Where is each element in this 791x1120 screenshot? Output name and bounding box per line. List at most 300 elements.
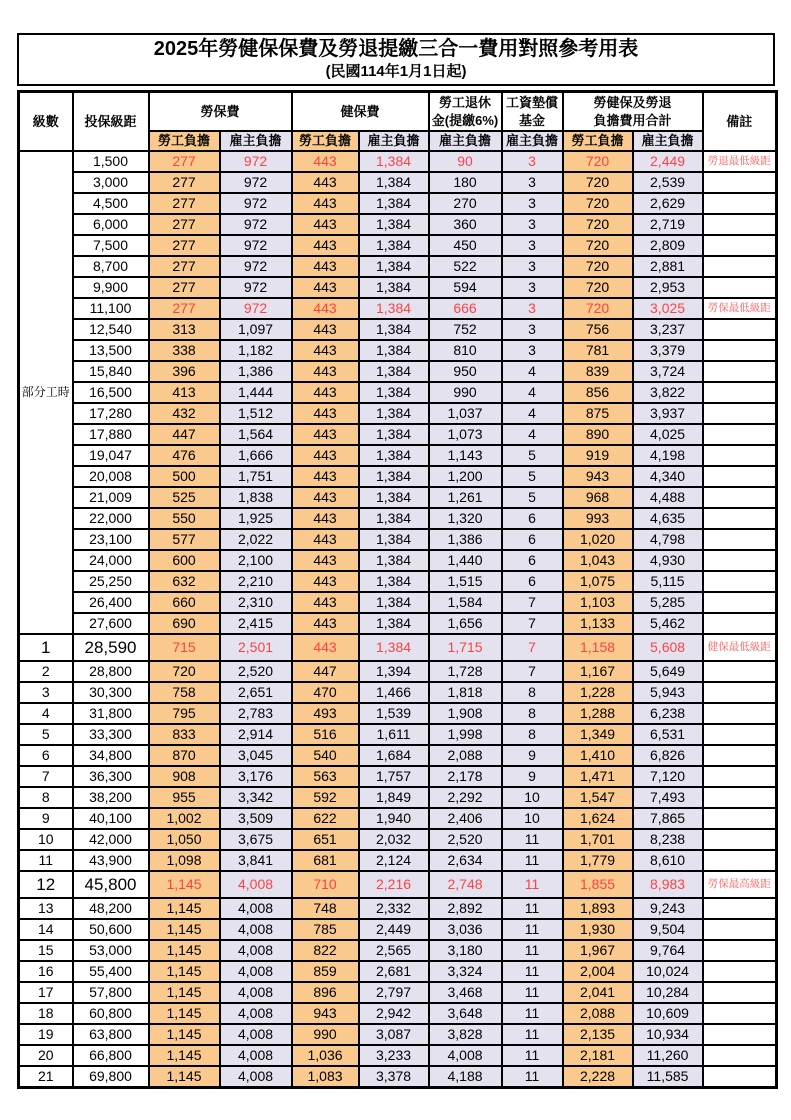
cell-health-employer: 1,384 (359, 403, 429, 424)
cell-note (703, 592, 777, 613)
table-row (19, 766, 777, 787)
cell-labor-employee: 277 (149, 151, 220, 172)
cell-pension-employer: 3,468 (429, 982, 502, 1003)
cell-health-employer: 2,681 (359, 961, 429, 982)
cell-bracket: 50,600 (73, 919, 149, 940)
cell-fund-employer: 6 (502, 571, 563, 592)
subheader-health-employee: 勞工負擔 (292, 131, 359, 151)
cell-bracket: 34,800 (73, 745, 149, 766)
cell-pension-employer: 1,728 (429, 661, 502, 682)
cell-total-employee: 856 (563, 382, 633, 403)
subheader-labor-employee: 勞工負擔 (149, 131, 220, 151)
cell-bracket: 9,900 (73, 277, 149, 298)
cell-total-employer: 10,024 (633, 961, 703, 982)
cell-total-employer: 3,724 (633, 361, 703, 382)
table-row (19, 808, 777, 829)
cell-bracket: 1,500 (73, 151, 149, 172)
col-header-pension: 勞工退休 金(提繳6%) (429, 92, 502, 132)
cell-labor-employer: 4,008 (220, 982, 292, 1003)
cell-total-employer: 5,462 (633, 613, 703, 634)
cell-level: 17 (19, 982, 73, 1003)
cell-fund-employer: 10 (502, 808, 563, 829)
cell-bracket: 27,600 (73, 613, 149, 634)
cell-total-employer: 3,937 (633, 403, 703, 424)
cell-total-employee: 720 (563, 214, 633, 235)
cell-fund-employer: 4 (502, 424, 563, 445)
table-row (19, 961, 777, 982)
cell-note (703, 256, 777, 277)
cell-bracket: 23,100 (73, 529, 149, 550)
cell-labor-employer: 3,675 (220, 829, 292, 850)
cell-total-employee: 1,471 (563, 766, 633, 787)
cell-total-employee: 1,158 (563, 634, 633, 661)
cell-level: 12 (19, 871, 73, 898)
cell-labor-employee: 1,145 (149, 1066, 220, 1088)
cell-bracket: 3,000 (73, 172, 149, 193)
table-row (19, 661, 777, 682)
cell-health-employer: 2,032 (359, 829, 429, 850)
cell-fund-employer: 4 (502, 403, 563, 424)
cell-health-employer: 1,384 (359, 550, 429, 571)
cell-health-employee: 447 (292, 661, 359, 682)
cell-note (703, 319, 777, 340)
table-row (19, 403, 777, 424)
cell-bracket: 28,590 (73, 634, 149, 661)
table-row (19, 871, 777, 898)
cell-labor-employer: 972 (220, 277, 292, 298)
cell-total-employee: 1,167 (563, 661, 633, 682)
subheader-total-employee: 勞工負擔 (563, 131, 633, 151)
cell-level: 4 (19, 703, 73, 724)
cell-note (703, 361, 777, 382)
cell-labor-employee: 600 (149, 550, 220, 571)
cell-bracket: 4,500 (73, 193, 149, 214)
table-row (19, 319, 777, 340)
cell-total-employer: 3,025 (633, 298, 703, 319)
cell-fund-employer: 11 (502, 982, 563, 1003)
table-row (19, 571, 777, 592)
cell-total-employee: 890 (563, 424, 633, 445)
cell-total-employee: 720 (563, 193, 633, 214)
table-row (19, 634, 777, 661)
table-row (19, 703, 777, 724)
cell-labor-employee: 277 (149, 172, 220, 193)
table-row (19, 613, 777, 634)
table-body (19, 151, 777, 1088)
table-row (19, 466, 777, 487)
cell-health-employer: 1,384 (359, 172, 429, 193)
cell-total-employee: 1,075 (563, 571, 633, 592)
cell-health-employee: 443 (292, 235, 359, 256)
cell-health-employee: 651 (292, 829, 359, 850)
cell-labor-employee: 277 (149, 256, 220, 277)
cell-note (703, 613, 777, 634)
table-row (19, 1003, 777, 1024)
cell-fund-employer: 10 (502, 787, 563, 808)
cell-labor-employee: 908 (149, 766, 220, 787)
cell-bracket: 57,800 (73, 982, 149, 1003)
cell-pension-employer: 1,584 (429, 592, 502, 613)
cell-total-employee: 1,967 (563, 940, 633, 961)
cell-level: 3 (19, 682, 73, 703)
cell-bracket: 40,100 (73, 808, 149, 829)
cell-total-employer: 4,930 (633, 550, 703, 571)
cell-health-employer: 1,940 (359, 808, 429, 829)
cell-note (703, 940, 777, 961)
cell-health-employer: 1,466 (359, 682, 429, 703)
cell-total-employee: 1,547 (563, 787, 633, 808)
cell-labor-employer: 972 (220, 214, 292, 235)
document-sheet (17, 33, 775, 1089)
table-row (19, 787, 777, 808)
cell-note (703, 277, 777, 298)
cell-total-employer: 10,609 (633, 1003, 703, 1024)
cell-pension-employer: 950 (429, 361, 502, 382)
table-row (19, 487, 777, 508)
cell-bracket: 17,280 (73, 403, 149, 424)
cell-health-employee: 1,083 (292, 1066, 359, 1088)
cell-labor-employee: 690 (149, 613, 220, 634)
cell-health-employee: 859 (292, 961, 359, 982)
cell-health-employer: 2,942 (359, 1003, 429, 1024)
part-time-label: 部分工時 (19, 151, 73, 634)
cell-total-employer: 11,585 (633, 1066, 703, 1088)
cell-note (703, 787, 777, 808)
cell-health-employee: 563 (292, 766, 359, 787)
cell-health-employee: 470 (292, 682, 359, 703)
table-row (19, 382, 777, 403)
table-row (19, 361, 777, 382)
cell-bracket: 15,840 (73, 361, 149, 382)
cell-labor-employer: 2,022 (220, 529, 292, 550)
cell-labor-employee: 277 (149, 298, 220, 319)
cell-labor-employer: 972 (220, 172, 292, 193)
cell-pension-employer: 2,406 (429, 808, 502, 829)
cell-labor-employee: 432 (149, 403, 220, 424)
cell-total-employer: 7,865 (633, 808, 703, 829)
cell-fund-employer: 9 (502, 745, 563, 766)
cell-labor-employee: 1,145 (149, 1024, 220, 1045)
cell-pension-employer: 1,320 (429, 508, 502, 529)
subheader-fund-employer: 雇主負擔 (502, 131, 563, 151)
cell-pension-employer: 1,037 (429, 403, 502, 424)
cell-health-employee: 443 (292, 172, 359, 193)
cell-health-employer: 1,384 (359, 592, 429, 613)
cell-bracket: 53,000 (73, 940, 149, 961)
cell-pension-employer: 1,261 (429, 487, 502, 508)
cell-bracket: 31,800 (73, 703, 149, 724)
cell-labor-employer: 972 (220, 235, 292, 256)
cell-fund-employer: 3 (502, 235, 563, 256)
cell-fund-employer: 11 (502, 961, 563, 982)
cell-labor-employee: 277 (149, 277, 220, 298)
cell-pension-employer: 2,088 (429, 745, 502, 766)
cell-total-employer: 9,504 (633, 919, 703, 940)
cell-total-employee: 2,228 (563, 1066, 633, 1088)
cell-health-employer: 1,384 (359, 508, 429, 529)
cell-total-employee: 993 (563, 508, 633, 529)
cell-health-employer: 1,384 (359, 466, 429, 487)
cell-fund-employer: 11 (502, 919, 563, 940)
table-row (19, 340, 777, 361)
cell-total-employee: 2,088 (563, 1003, 633, 1024)
cell-total-employer: 3,822 (633, 382, 703, 403)
cell-total-employee: 756 (563, 319, 633, 340)
cell-pension-employer: 1,656 (429, 613, 502, 634)
cell-total-employer: 9,764 (633, 940, 703, 961)
cell-labor-employee: 1,050 (149, 829, 220, 850)
cell-bracket: 33,300 (73, 724, 149, 745)
cell-labor-employer: 1,097 (220, 319, 292, 340)
table-row (19, 1045, 777, 1066)
cell-labor-employer: 4,008 (220, 871, 292, 898)
cell-labor-employer: 4,008 (220, 940, 292, 961)
cell-note (703, 487, 777, 508)
cell-total-employer: 2,953 (633, 277, 703, 298)
cell-note: 健保最低級距 (703, 634, 777, 661)
cell-pension-employer: 1,998 (429, 724, 502, 745)
cell-fund-employer: 11 (502, 1045, 563, 1066)
table-row (19, 829, 777, 850)
cell-health-employer: 1,384 (359, 613, 429, 634)
cell-health-employee: 443 (292, 382, 359, 403)
cell-level: 10 (19, 829, 73, 850)
cell-health-employee: 443 (292, 634, 359, 661)
cell-total-employer: 5,115 (633, 571, 703, 592)
cell-health-employer: 1,384 (359, 361, 429, 382)
cell-health-employee: 443 (292, 151, 359, 172)
cell-fund-employer: 8 (502, 682, 563, 703)
cell-total-employer: 4,635 (633, 508, 703, 529)
col-header-labor-insurance: 勞保費 (149, 92, 292, 132)
cell-labor-employer: 2,520 (220, 661, 292, 682)
cell-labor-employee: 1,145 (149, 940, 220, 961)
cell-health-employer: 3,233 (359, 1045, 429, 1066)
cell-health-employee: 443 (292, 298, 359, 319)
cell-fund-employer: 11 (502, 1024, 563, 1045)
cell-note (703, 829, 777, 850)
cell-fund-employer: 5 (502, 466, 563, 487)
cell-note (703, 445, 777, 466)
cell-pension-employer: 180 (429, 172, 502, 193)
subheader-health-employer: 雇主負擔 (359, 131, 429, 151)
cell-note (703, 403, 777, 424)
cell-health-employee: 990 (292, 1024, 359, 1045)
cell-health-employer: 1,384 (359, 235, 429, 256)
cell-pension-employer: 2,892 (429, 898, 502, 919)
cell-bracket: 25,250 (73, 571, 149, 592)
cell-total-employee: 720 (563, 172, 633, 193)
cell-note (703, 235, 777, 256)
cell-bracket: 17,880 (73, 424, 149, 445)
cell-labor-employer: 4,008 (220, 1024, 292, 1045)
cell-fund-employer: 5 (502, 487, 563, 508)
cell-note (703, 214, 777, 235)
cell-total-employee: 1,020 (563, 529, 633, 550)
cell-pension-employer: 360 (429, 214, 502, 235)
cell-fund-employer: 3 (502, 172, 563, 193)
cell-note (703, 424, 777, 445)
cell-labor-employer: 972 (220, 256, 292, 277)
cell-fund-employer: 3 (502, 214, 563, 235)
cell-health-employee: 592 (292, 787, 359, 808)
cell-note: 勞保最高級距 (703, 871, 777, 898)
cell-fund-employer: 11 (502, 850, 563, 871)
cell-fund-employer: 11 (502, 1066, 563, 1088)
cell-labor-employer: 1,386 (220, 361, 292, 382)
cell-health-employee: 443 (292, 193, 359, 214)
cell-pension-employer: 1,143 (429, 445, 502, 466)
cell-pension-employer: 1,715 (429, 634, 502, 661)
cell-pension-employer: 4,008 (429, 1045, 502, 1066)
cell-bracket: 43,900 (73, 850, 149, 871)
col-header-level: 級數 (19, 92, 73, 152)
cell-total-employer: 2,809 (633, 235, 703, 256)
cell-pension-employer: 270 (429, 193, 502, 214)
cell-health-employer: 1,384 (359, 340, 429, 361)
premium-table (17, 90, 778, 1089)
cell-pension-employer: 1,440 (429, 550, 502, 571)
cell-labor-employee: 550 (149, 508, 220, 529)
cell-bracket: 30,300 (73, 682, 149, 703)
table-row (19, 724, 777, 745)
cell-bracket: 24,000 (73, 550, 149, 571)
cell-labor-employer: 3,045 (220, 745, 292, 766)
cell-total-employee: 720 (563, 256, 633, 277)
cell-pension-employer: 2,178 (429, 766, 502, 787)
table-row (19, 550, 777, 571)
cell-bracket: 19,047 (73, 445, 149, 466)
cell-total-employer: 2,719 (633, 214, 703, 235)
cell-health-employer: 1,384 (359, 214, 429, 235)
cell-health-employer: 1,539 (359, 703, 429, 724)
cell-labor-employer: 972 (220, 193, 292, 214)
cell-health-employee: 443 (292, 466, 359, 487)
table-row (19, 445, 777, 466)
cell-pension-employer: 2,748 (429, 871, 502, 898)
cell-labor-employer: 4,008 (220, 898, 292, 919)
cell-bracket: 38,200 (73, 787, 149, 808)
cell-health-employer: 1,384 (359, 445, 429, 466)
cell-level: 20 (19, 1045, 73, 1066)
cell-health-employee: 443 (292, 508, 359, 529)
cell-labor-employee: 396 (149, 361, 220, 382)
cell-labor-employee: 833 (149, 724, 220, 745)
table-row (19, 235, 777, 256)
cell-labor-employee: 632 (149, 571, 220, 592)
col-header-bracket: 投保級距 (73, 92, 149, 152)
cell-note (703, 550, 777, 571)
cell-total-employee: 943 (563, 466, 633, 487)
table-row (19, 1024, 777, 1045)
cell-total-employee: 1,855 (563, 871, 633, 898)
cell-total-employee: 1,349 (563, 724, 633, 745)
cell-fund-employer: 11 (502, 871, 563, 898)
cell-total-employee: 720 (563, 151, 633, 172)
cell-note (703, 808, 777, 829)
cell-labor-employer: 1,925 (220, 508, 292, 529)
cell-level: 18 (19, 1003, 73, 1024)
cell-bracket: 63,800 (73, 1024, 149, 1045)
subheader-total-employer: 雇主負擔 (633, 131, 703, 151)
cell-labor-employee: 338 (149, 340, 220, 361)
cell-note (703, 1003, 777, 1024)
table-row (19, 940, 777, 961)
cell-pension-employer: 90 (429, 151, 502, 172)
cell-health-employer: 1,384 (359, 151, 429, 172)
cell-health-employer: 1,757 (359, 766, 429, 787)
cell-total-employer: 8,983 (633, 871, 703, 898)
cell-bracket: 11,100 (73, 298, 149, 319)
cell-note (703, 682, 777, 703)
table-row (19, 508, 777, 529)
table-row (19, 982, 777, 1003)
cell-pension-employer: 2,634 (429, 850, 502, 871)
cell-labor-employer: 1,564 (220, 424, 292, 445)
table-row (19, 745, 777, 766)
cell-health-employer: 1,384 (359, 529, 429, 550)
cell-level: 19 (19, 1024, 73, 1045)
cell-bracket: 42,000 (73, 829, 149, 850)
cell-fund-employer: 8 (502, 703, 563, 724)
cell-health-employee: 443 (292, 277, 359, 298)
table-row (19, 172, 777, 193)
cell-note (703, 745, 777, 766)
cell-bracket: 66,800 (73, 1045, 149, 1066)
cell-health-employee: 681 (292, 850, 359, 871)
cell-fund-employer: 11 (502, 829, 563, 850)
cell-labor-employee: 870 (149, 745, 220, 766)
cell-health-employee: 443 (292, 592, 359, 613)
cell-note (703, 508, 777, 529)
cell-health-employer: 1,384 (359, 193, 429, 214)
cell-total-employer: 2,539 (633, 172, 703, 193)
cell-health-employee: 493 (292, 703, 359, 724)
cell-health-employee: 710 (292, 871, 359, 898)
cell-fund-employer: 8 (502, 724, 563, 745)
cell-labor-employee: 795 (149, 703, 220, 724)
cell-fund-employer: 11 (502, 1003, 563, 1024)
cell-total-employee: 720 (563, 235, 633, 256)
cell-pension-employer: 666 (429, 298, 502, 319)
cell-total-employee: 839 (563, 361, 633, 382)
cell-labor-employee: 447 (149, 424, 220, 445)
cell-fund-employer: 6 (502, 550, 563, 571)
cell-labor-employee: 277 (149, 235, 220, 256)
cell-total-employee: 875 (563, 403, 633, 424)
cell-health-employer: 1,384 (359, 277, 429, 298)
cell-health-employer: 1,384 (359, 298, 429, 319)
cell-level: 5 (19, 724, 73, 745)
cell-labor-employer: 1,182 (220, 340, 292, 361)
cell-total-employee: 1,410 (563, 745, 633, 766)
cell-bracket: 13,500 (73, 340, 149, 361)
cell-note (703, 661, 777, 682)
cell-total-employer: 7,120 (633, 766, 703, 787)
cell-labor-employee: 1,145 (149, 871, 220, 898)
cell-health-employer: 3,378 (359, 1066, 429, 1088)
cell-total-employer: 10,284 (633, 982, 703, 1003)
cell-health-employee: 516 (292, 724, 359, 745)
cell-health-employer: 1,384 (359, 382, 429, 403)
cell-health-employee: 443 (292, 550, 359, 571)
cell-health-employer: 1,384 (359, 571, 429, 592)
cell-labor-employee: 1,002 (149, 808, 220, 829)
cell-labor-employer: 2,914 (220, 724, 292, 745)
cell-labor-employer: 2,100 (220, 550, 292, 571)
col-header-health-insurance: 健保費 (292, 92, 429, 132)
cell-note (703, 340, 777, 361)
